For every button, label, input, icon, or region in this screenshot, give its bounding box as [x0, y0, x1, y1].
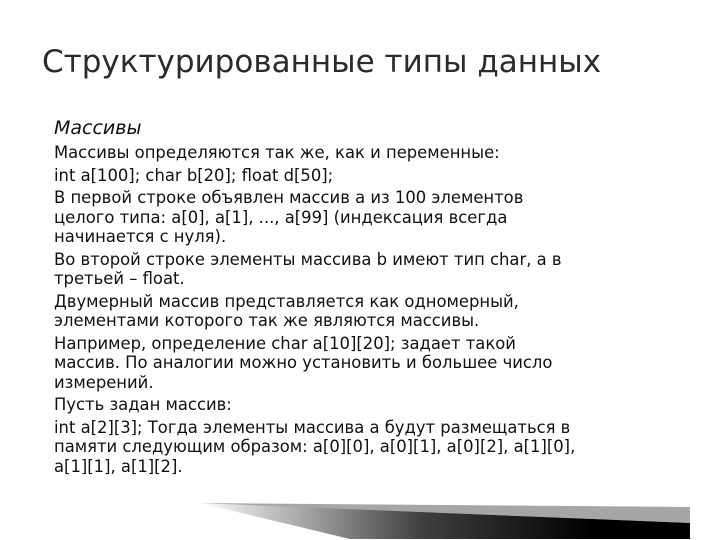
text-line: массив. По аналогии можно установить и большее число — [54, 353, 553, 372]
slide-subtitle: Массивы — [54, 117, 142, 139]
text-line: памяти следующим образом: a[0][0], a[0][1], a[0][2], a[1][0], — [54, 437, 576, 456]
slide-body — [54, 143, 694, 476]
paragraph — [54, 292, 694, 331]
text-line: измерений. — [54, 372, 154, 392]
paragraph — [54, 143, 694, 163]
text-line: целого типа: a[0], a[1], ..., a[99] (индексация всегда — [54, 207, 508, 227]
text-line: Двумерный массив представляется как одномерный, — [54, 291, 519, 311]
paragraph — [54, 166, 694, 186]
text-line: Пусть задан массив: — [54, 395, 232, 414]
decorative-shadow-bar — [200, 503, 690, 539]
text-line: Например, определение char a[10][20]; задает такой — [54, 333, 516, 353]
paragraph — [54, 250, 694, 289]
paragraph — [54, 188, 694, 247]
text-line: int a[2][3]; Тогда элементы массива a будут размещаться в — [54, 417, 571, 437]
text-line: третьей – float. — [54, 269, 185, 288]
text-line: Во второй строке элементы массива b имеют тип char, а в — [54, 249, 562, 269]
text-line: В первой строке объявлен массив a из 100 элементов — [54, 188, 524, 207]
paragraph — [54, 395, 694, 415]
text-line: элементами которого так же являются массивы. — [54, 311, 480, 330]
paragraph — [54, 418, 694, 477]
text-line: a[1][1], a[1][2]. — [54, 456, 183, 476]
text-line: int a[100]; char b[20]; float d[50]; — [54, 165, 334, 185]
text-line: Массивы определяются так же, как и переменные: — [54, 143, 500, 162]
slide-title: Структурированные типы данных — [42, 44, 602, 80]
text-line: начинается с нуля). — [54, 227, 227, 246]
paragraph — [54, 334, 694, 393]
